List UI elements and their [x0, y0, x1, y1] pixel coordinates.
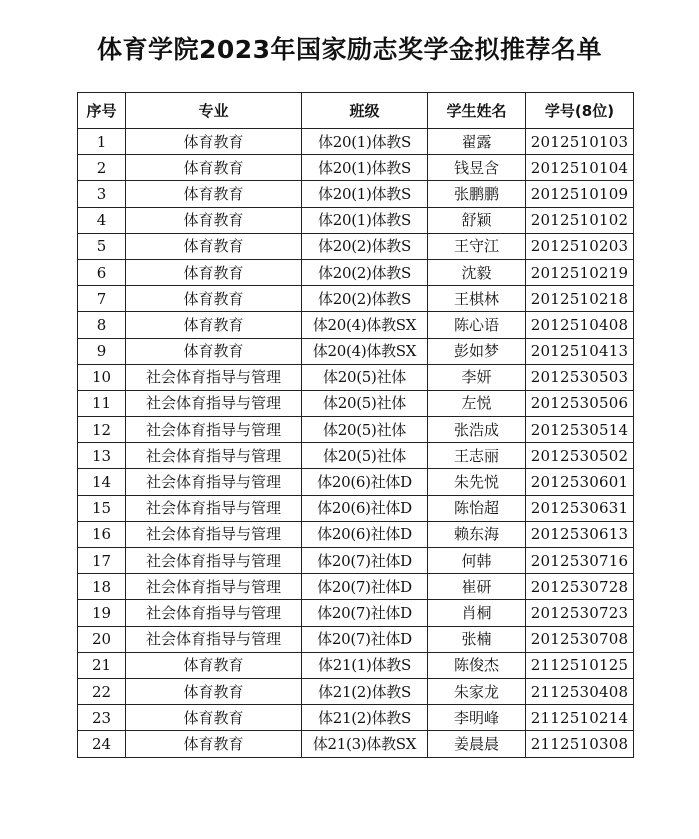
- table-row: [78, 443, 634, 469]
- table-row: [78, 495, 634, 521]
- cell-student-name: 张鹏鹏: [428, 181, 526, 207]
- cell-major: 社会体育指导与管理: [126, 574, 302, 600]
- cell-student-id: 2012530601: [526, 469, 634, 495]
- cell-major: 体育教育: [126, 233, 302, 259]
- cell-class: 体20(5)社体: [302, 390, 428, 416]
- cell-class: 体20(7)社体D: [302, 600, 428, 626]
- cell-major: 体育教育: [126, 731, 302, 757]
- cell-no: 8: [78, 312, 126, 338]
- cell-class: 体20(2)体教S: [302, 259, 428, 285]
- cell-student-name: 钱昱含: [428, 155, 526, 181]
- cell-major: 社会体育指导与管理: [126, 548, 302, 574]
- cell-major: 体育教育: [126, 259, 302, 285]
- cell-student-id: 2012510413: [526, 338, 634, 364]
- table-row: [78, 207, 634, 233]
- cell-class: 体20(4)体教SX: [302, 312, 428, 338]
- cell-class: 体20(6)社体D: [302, 521, 428, 547]
- table-row: [78, 417, 634, 443]
- cell-major: 社会体育指导与管理: [126, 600, 302, 626]
- cell-no: 5: [78, 233, 126, 259]
- table-row: [78, 259, 634, 285]
- cell-student-id: 2012510109: [526, 181, 634, 207]
- cell-class: 体20(6)社体D: [302, 495, 428, 521]
- table-row: [78, 364, 634, 390]
- cell-major: 社会体育指导与管理: [126, 364, 302, 390]
- cell-student-id: 2012530502: [526, 443, 634, 469]
- cell-student-name: 朱家龙: [428, 678, 526, 704]
- table-row: [78, 521, 634, 547]
- table-row: [78, 705, 634, 731]
- cell-student-name: 肖桐: [428, 600, 526, 626]
- table-row: [78, 338, 634, 364]
- cell-student-name: 姜晨晨: [428, 731, 526, 757]
- cell-student-name: 张楠: [428, 626, 526, 652]
- cell-major: 社会体育指导与管理: [126, 390, 302, 416]
- page-title: 体育学院2023年国家励志奖学金拟推荐名单: [96, 35, 603, 64]
- cell-no: 18: [78, 574, 126, 600]
- cell-major: 社会体育指导与管理: [126, 495, 302, 521]
- cell-student-name: 舒颖: [428, 207, 526, 233]
- cell-student-id: 2012510408: [526, 312, 634, 338]
- cell-class: 体20(1)体教S: [302, 207, 428, 233]
- cell-class: 体20(7)社体D: [302, 548, 428, 574]
- cell-student-id: 2012530708: [526, 626, 634, 652]
- cell-student-name: 左悦: [428, 390, 526, 416]
- column-header-no: 序号: [78, 93, 126, 129]
- cell-no: 16: [78, 521, 126, 547]
- cell-class: 体21(2)体教S: [302, 678, 428, 704]
- cell-student-name: 王守江: [428, 233, 526, 259]
- cell-class: 体20(1)体教S: [302, 155, 428, 181]
- cell-no: 24: [78, 731, 126, 757]
- cell-student-id: 2012530716: [526, 548, 634, 574]
- cell-no: 3: [78, 181, 126, 207]
- cell-major: 体育教育: [126, 286, 302, 312]
- cell-no: 12: [78, 417, 126, 443]
- cell-student-id: 2112530408: [526, 678, 634, 704]
- cell-class: 体21(3)体教SX: [302, 731, 428, 757]
- cell-student-name: 何韩: [428, 548, 526, 574]
- cell-class: 体20(7)社体D: [302, 626, 428, 652]
- cell-student-id: 2112510308: [526, 731, 634, 757]
- cell-no: 7: [78, 286, 126, 312]
- cell-student-id: 2012530631: [526, 495, 634, 521]
- cell-major: 社会体育指导与管理: [126, 417, 302, 443]
- column-header-class: 班级: [302, 93, 428, 129]
- cell-student-id: 2012530503: [526, 364, 634, 390]
- cell-major: 体育教育: [126, 338, 302, 364]
- cell-class: 体21(1)体教S: [302, 652, 428, 678]
- column-header-name: 学生姓名: [428, 93, 526, 129]
- cell-class: 体20(1)体教S: [302, 181, 428, 207]
- cell-no: 14: [78, 469, 126, 495]
- cell-major: 社会体育指导与管理: [126, 626, 302, 652]
- cell-class: 体20(5)社体: [302, 364, 428, 390]
- cell-student-name: 陈心语: [428, 312, 526, 338]
- table-row: [78, 678, 634, 704]
- cell-no: 10: [78, 364, 126, 390]
- cell-class: 体21(2)体教S: [302, 705, 428, 731]
- column-header-student-id: 学号(8位): [526, 93, 634, 129]
- table-row: [78, 286, 634, 312]
- cell-student-id: 2112510125: [526, 652, 634, 678]
- cell-no: 22: [78, 678, 126, 704]
- table-row: [78, 548, 634, 574]
- table-row: [78, 731, 634, 757]
- cell-student-id: 2012530514: [526, 417, 634, 443]
- cell-no: 19: [78, 600, 126, 626]
- cell-major: 社会体育指导与管理: [126, 443, 302, 469]
- cell-student-name: 陈怡超: [428, 495, 526, 521]
- cell-student-name: 赖东海: [428, 521, 526, 547]
- cell-no: 9: [78, 338, 126, 364]
- cell-student-id: 2012510218: [526, 286, 634, 312]
- cell-no: 15: [78, 495, 126, 521]
- cell-no: 20: [78, 626, 126, 652]
- cell-student-name: 翟露: [428, 129, 526, 155]
- cell-student-id: 2012510104: [526, 155, 634, 181]
- column-header-major: 专业: [126, 93, 302, 129]
- table-header-row: [78, 93, 634, 129]
- cell-student-name: 陈俊杰: [428, 652, 526, 678]
- cell-no: 23: [78, 705, 126, 731]
- cell-major: 体育教育: [126, 155, 302, 181]
- cell-student-id: 2012510203: [526, 233, 634, 259]
- cell-no: 6: [78, 259, 126, 285]
- cell-no: 17: [78, 548, 126, 574]
- cell-class: 体20(7)社体D: [302, 574, 428, 600]
- cell-student-name: 张浩成: [428, 417, 526, 443]
- cell-class: 体20(2)体教S: [302, 233, 428, 259]
- cell-student-name: 沈毅: [428, 259, 526, 285]
- cell-student-name: 李妍: [428, 364, 526, 390]
- table-row: [78, 469, 634, 495]
- cell-student-name: 李明峰: [428, 705, 526, 731]
- cell-no: 13: [78, 443, 126, 469]
- cell-no: 4: [78, 207, 126, 233]
- table-row: [78, 233, 634, 259]
- cell-no: 21: [78, 652, 126, 678]
- cell-student-id: 2012530728: [526, 574, 634, 600]
- cell-class: 体20(1)体教S: [302, 129, 428, 155]
- cell-major: 社会体育指导与管理: [126, 521, 302, 547]
- cell-student-name: 王棋林: [428, 286, 526, 312]
- cell-student-id: 2012510219: [526, 259, 634, 285]
- cell-major: 体育教育: [126, 678, 302, 704]
- cell-major: 体育教育: [126, 312, 302, 338]
- table-row: [78, 390, 634, 416]
- cell-major: 体育教育: [126, 207, 302, 233]
- cell-class: 体20(2)体教S: [302, 286, 428, 312]
- cell-class: 体20(4)体教SX: [302, 338, 428, 364]
- cell-no: 11: [78, 390, 126, 416]
- cell-major: 体育教育: [126, 652, 302, 678]
- cell-class: 体20(6)社体D: [302, 469, 428, 495]
- cell-class: 体20(5)社体: [302, 443, 428, 469]
- table-row: [78, 652, 634, 678]
- cell-student-name: 王志丽: [428, 443, 526, 469]
- cell-student-id: 2012510102: [526, 207, 634, 233]
- table-row: [78, 626, 634, 652]
- cell-major: 体育教育: [126, 181, 302, 207]
- cell-class: 体20(5)社体: [302, 417, 428, 443]
- cell-student-name: 彭如梦: [428, 338, 526, 364]
- cell-major: 体育教育: [126, 705, 302, 731]
- table-row: [78, 181, 634, 207]
- table-row: [78, 574, 634, 600]
- table-row: [78, 312, 634, 338]
- table-row: [78, 600, 634, 626]
- table-row: [78, 129, 634, 155]
- cell-student-id: 2012530506: [526, 390, 634, 416]
- cell-no: 1: [78, 129, 126, 155]
- cell-student-id: 2012510103: [526, 129, 634, 155]
- recommendation-table: [77, 92, 634, 758]
- cell-student-name: 朱先悦: [428, 469, 526, 495]
- cell-student-id: 2112510214: [526, 705, 634, 731]
- cell-no: 2: [78, 155, 126, 181]
- cell-major: 社会体育指导与管理: [126, 469, 302, 495]
- cell-student-id: 2012530723: [526, 600, 634, 626]
- table-row: [78, 155, 634, 181]
- table-body: [78, 129, 634, 758]
- cell-major: 体育教育: [126, 129, 302, 155]
- cell-student-name: 崔研: [428, 574, 526, 600]
- cell-student-id: 2012530613: [526, 521, 634, 547]
